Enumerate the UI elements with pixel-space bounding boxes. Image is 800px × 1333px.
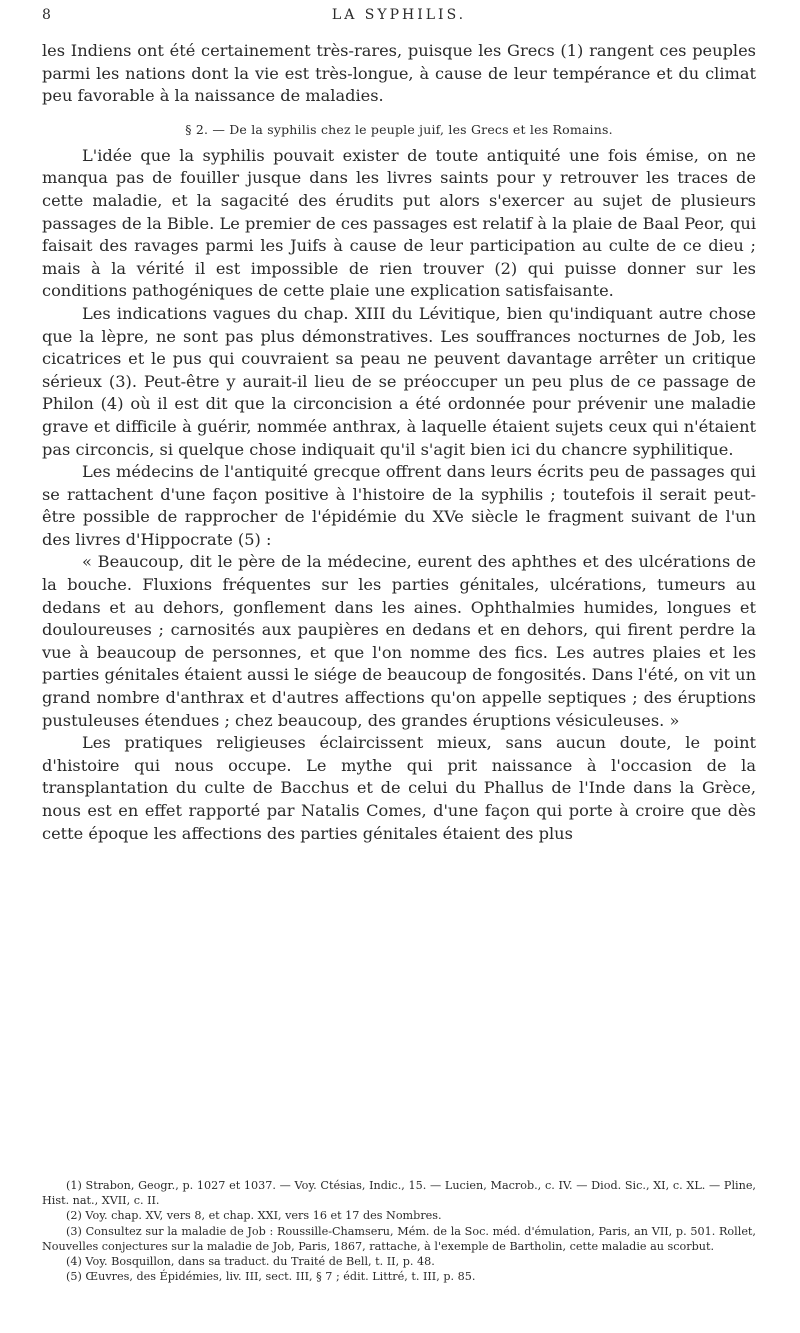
page-number: 8 — [42, 7, 51, 23]
page-header — [42, 7, 756, 27]
paragraph-religious-practices: Les pratiques religieuses éclaircissent mieux, sans aucun doute, le point d'histoire qui nous occupe. Le mythe qui prit naissance à l'occasion de la transplantation du culte de Bacchus et de celui du Phallus de l'Inde dans la Grèce, nous est en effet rapporté par Natalis Comes, d'une façon qui porte à croire que dès cette époque les affections des parties génitales étaient des plus — [42, 733, 756, 843]
paragraph-intro: les Indiens ont été certainement très-rares, puisque les Grecs (1) rangent ces peuples parmi les nations dont la vie est très-longue, à cause de leur tempérance et du climat peu favorable à la naissance de maladies. — [42, 41, 756, 106]
paragraph-greek-physicians: Les médecins de l'antiquité grecque offrent dans leurs écrits peu de passages qui se rattachent d'une façon positive à l'histoire de la syphilis ; toutefois il serait peut-être possible de rapprocher de l'épidémie du XVe siècle le fragment suivant de l'un des livres d'Hippocrate (5) : — [42, 462, 756, 549]
section-heading: § 2. — De la syphilis chez le peuple juif, les Grecs et les Romains. — [185, 121, 613, 137]
footnote-5: (5) Œuvres, des Épidémies, liv. III, sect. III, § 7 ; édit. Littré, t. III, p. 85. — [66, 1270, 476, 1284]
footnote-3: (3) Consultez sur la maladie de Job : Roussille-Chamseru, Mém. de la Soc. méd. d'émulation, Paris, an VII, p. 501. Rollet, Nouvelles conjectures sur la maladie de Job, Paris, 1867, rattache, à l'exemple de Bartholin, cette maladie au scorbut. — [42, 1224, 756, 1253]
main-text — [42, 40, 756, 845]
paragraph-leviticus: Les indications vagues du chap. XIII du Lévitique, bien qu'indiquant autre chose que la lèpre, ne sont pas plus démonstratives. Les souffrances nocturnes de Job, les cicatrices et le pus qui couvraient sa peau ne peuvent davantage arrêter un critique sérieux (3). Peut-être y aurait-il lieu de se préoccuper un peu plus de ce passage de Philon (4) où il est dit que la circoncision a été ordonnée pour prévenir une maladie grave et difficile à guérir, nommée anthrax, à laquelle étaient sujets ceux qui n'étaient pas circoncis, si quelque chose indiquait qu'il s'agit bien ici du chancre syphilitique. — [42, 303, 756, 459]
hippocrates-quote: « Beaucoup, dit le père de la médecine, eurent des aphthes et des ulcérations de la bouche. Fluxions fréquentes sur les parties génitales, ulcérations, tumeurs au dedans et au dehors, gonflement dans les aines. Ophthalmies humides, longues et douloureuses ; carnosités aux paupières en dedans et en dehors, qui firent perdre la vue à beaucoup de personnes, et que l'on nomme des fics. Les autres plaies et les parties génitales étaient aussi le siége de beaucoup de fongosités. Dans l'été, on vit un grand nombre d'anthrax et d'autres affections qu'on appelle septiques ; des éruptions pustuleuses étendues ; chez beaucoup, des grandes éruptions vésiculeuses. » — [42, 552, 756, 730]
footnote-4: (4) Voy. Bosquillon, dans sa traduct. du Traité de Bell, t. II, p. 48. — [66, 1255, 435, 1269]
paragraph-bible: L'idée que la syphilis pouvait exister de toute antiquité une fois émise, on ne manqua pas de fouiller jusque dans les livres saints pour y retrouver les traces de cette maladie, et la sagacité des érudits put alors s'exercer au sujet de plusieurs passages de la Bible. Le premier de ces passages est relatif à la plaie de Baal Peor, qui faisait des ravages parmi les Juifs à cause de leur participation au culte de ce dieu ; mais à la vérité il est impossible de rien trouver (2) qui puisse donner sur les conditions pathogéniques de cette plaie une explication satisfaisante. — [42, 145, 756, 301]
footnote-1: (1) Strabon, Geogr., p. 1027 et 1037. — Voy. Ctésias, Indic., 15. — Lucien, Macrob., c. IV. — Diod. Sic., XI, c. XL. — Pline, Hist. nat., XVII, c. II. — [42, 1179, 756, 1208]
footnotes — [42, 1178, 756, 1284]
running-title: LA SYPHILIS. — [331, 7, 467, 23]
footnote-2: (2) Voy. chap. XV, vers 8, et chap. XXI, vers 16 et 17 des Nombres. — [66, 1209, 442, 1223]
